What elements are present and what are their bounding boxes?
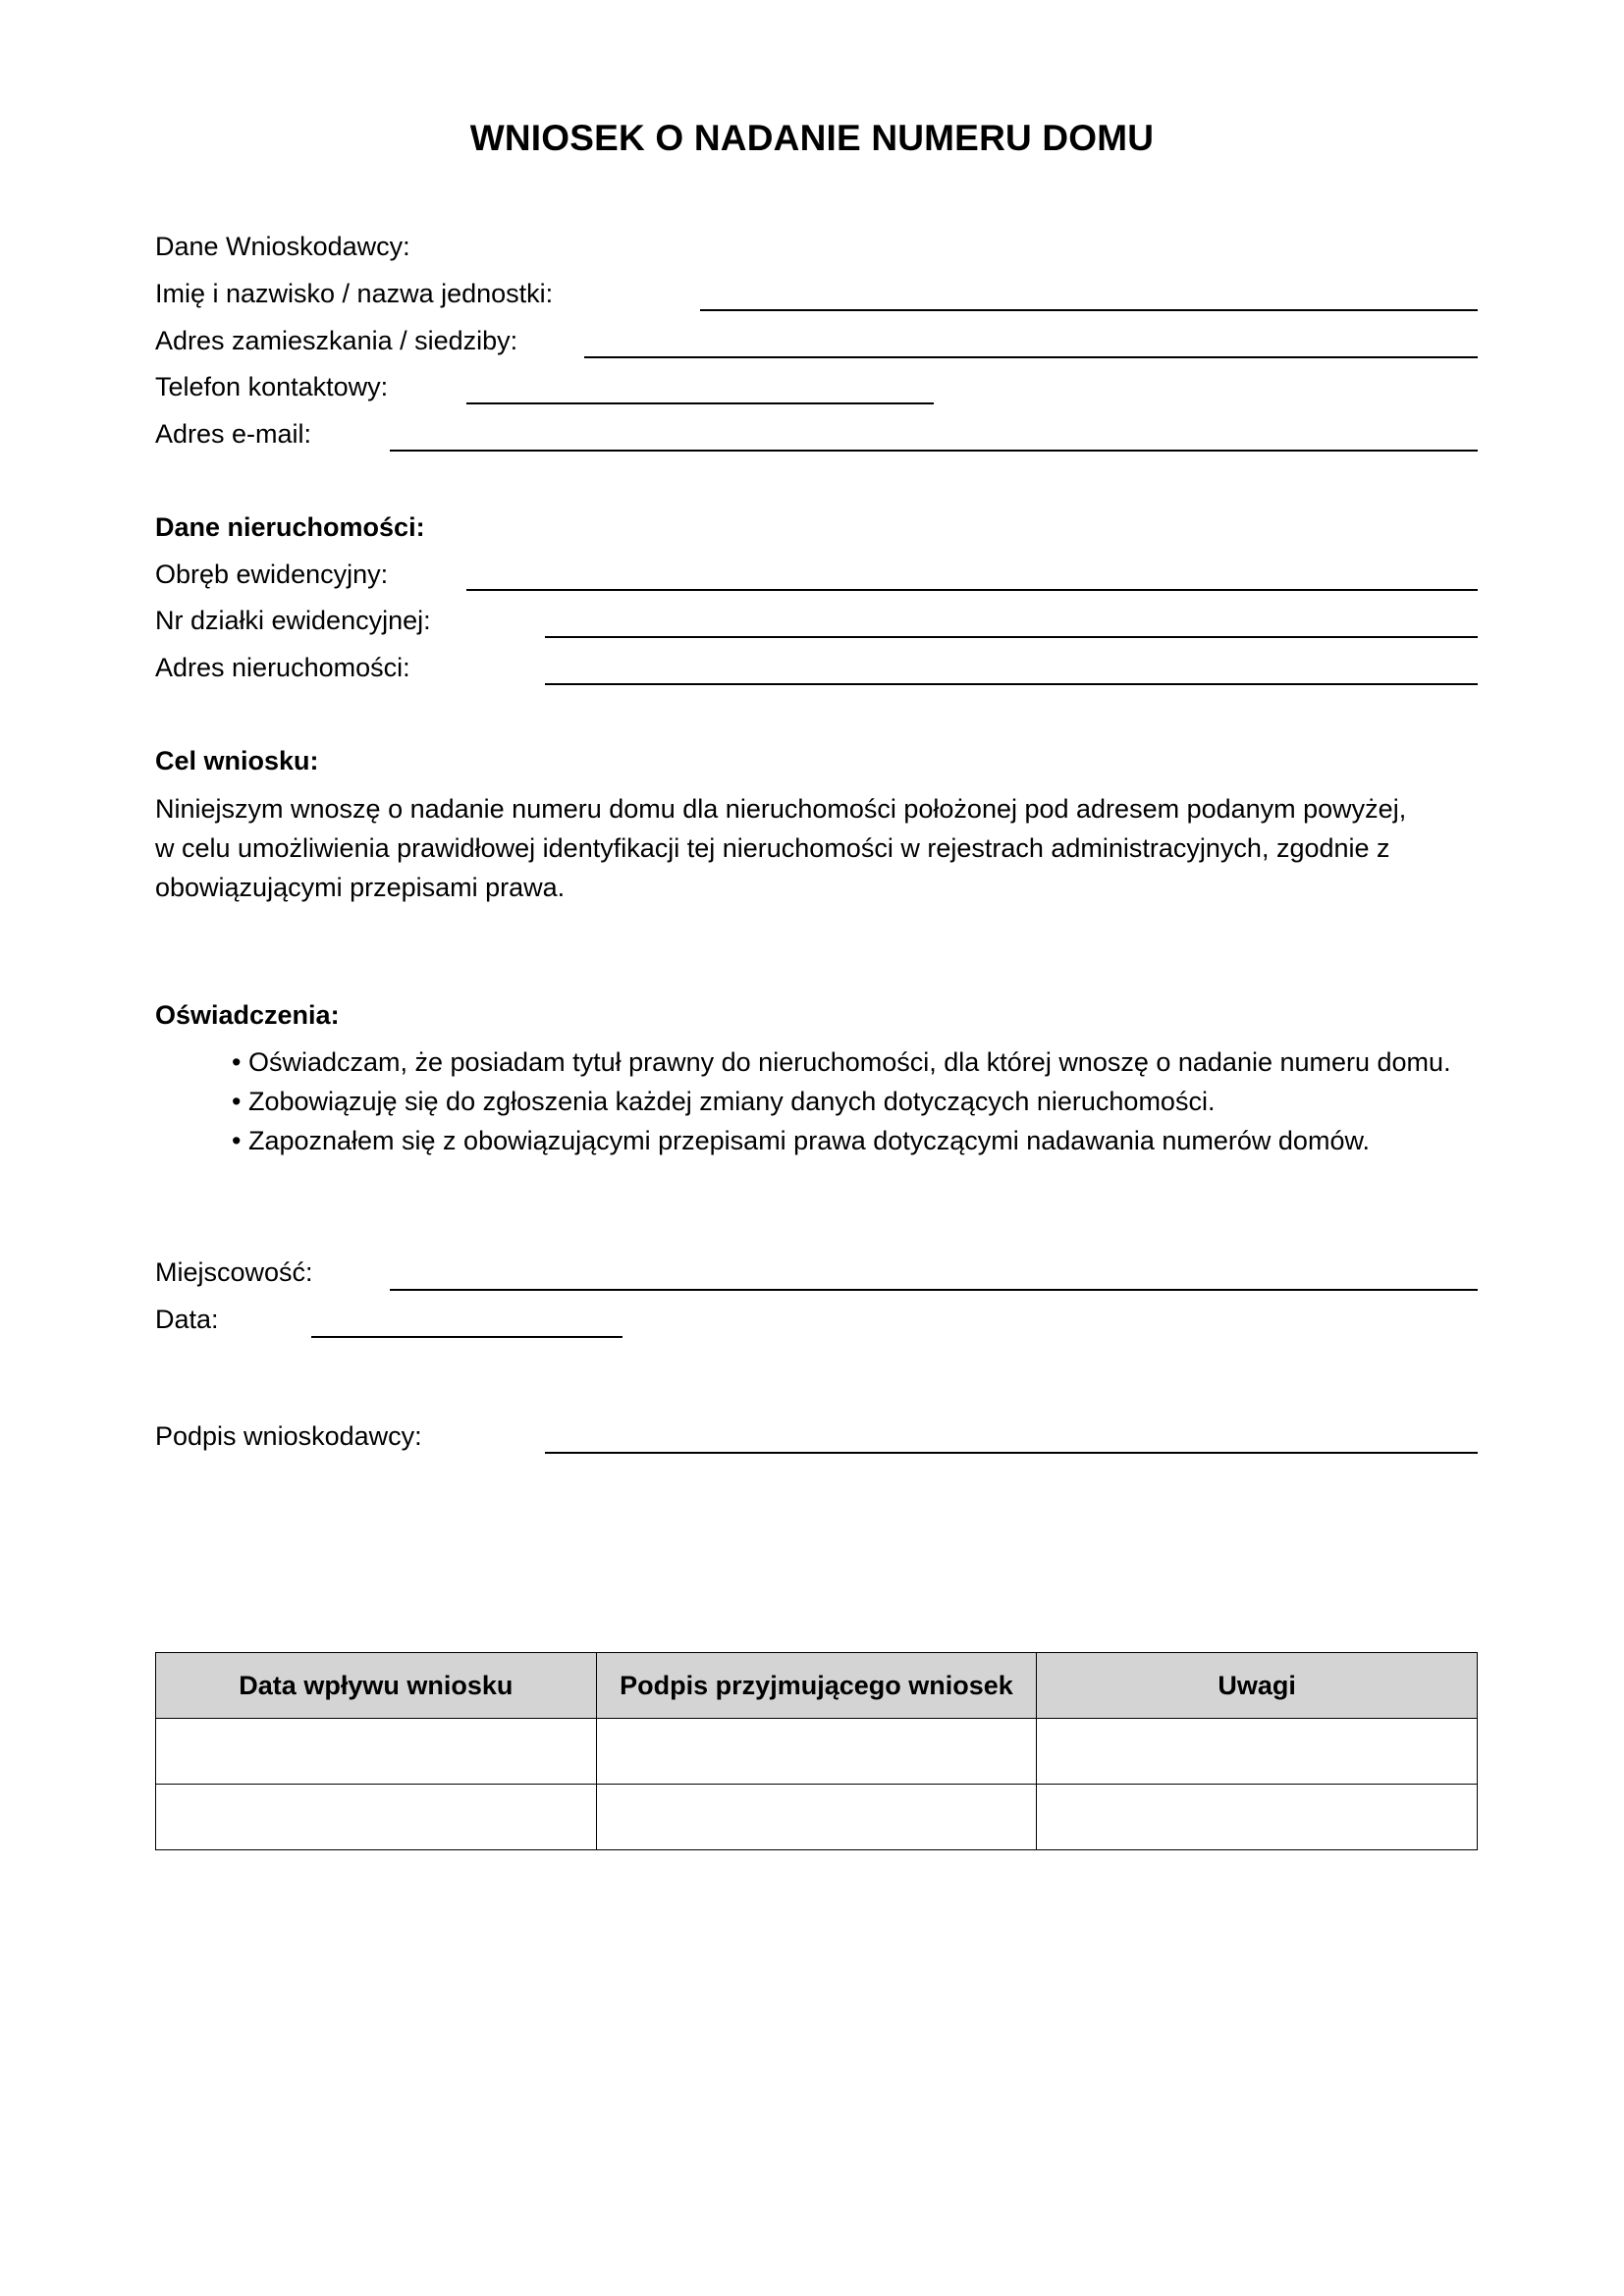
property-plot-label: Nr działki ewidencyjnej: [155,606,431,635]
purpose-paragraph [155,789,1406,907]
applicant-name-label: Imię i nazwisko / nazwa jednostki: [155,279,554,308]
date-field[interactable] [311,1336,623,1338]
declarations-heading: Oświadczenia: [155,1000,340,1030]
applicant-email-field[interactable] [390,450,1478,452]
applicant-heading: Dane Wnioskodawcy: [155,232,410,261]
property-plot-field[interactable] [545,636,1478,638]
property-address-field[interactable] [545,683,1478,685]
signature-label: Podpis wnioskodawcy: [155,1421,422,1451]
table-header-row [156,1653,1478,1719]
table-header-receiver-signature: Podpis przyjmującego wniosek [596,1653,1037,1719]
date-label: Data: [155,1305,219,1334]
purpose-heading: Cel wniosku: [155,746,319,775]
place-label: Miejscowość: [155,1257,313,1287]
purpose-line: Niniejszym wnoszę o nadanie numeru domu dla nieruchomości położonej pod adresem podanym powyżej, [155,794,1407,824]
table-cell[interactable] [596,1785,1037,1850]
applicant-name-field[interactable] [700,309,1478,311]
purpose-line: obowiązującymi przepisami prawa. [155,873,566,902]
declaration-item: • Zapoznałem się z obowiązującymi przepisami prawa dotyczącymi nadawania numerów domów. [232,1126,1370,1155]
applicant-phone-field[interactable] [466,402,934,404]
table-cell[interactable] [1037,1785,1478,1850]
table-row [156,1785,1478,1850]
table-header-remarks: Uwagi [1037,1653,1478,1719]
signature-field[interactable] [545,1452,1478,1454]
declarations-list [232,1042,1451,1160]
place-field[interactable] [390,1289,1478,1291]
property-precinct-field[interactable] [466,589,1478,591]
declaration-item: • Oświadczam, że posiadam tytuł prawny do nieruchomości, dla której wnoszę o nadanie numeru domu. [232,1047,1451,1077]
table-cell[interactable] [596,1719,1037,1785]
table-cell[interactable] [1037,1719,1478,1785]
table-cell[interactable] [156,1785,597,1850]
property-precinct-label: Obręb ewidencyjny: [155,560,389,589]
applicant-phone-label: Telefon kontaktowy: [155,372,389,401]
applicant-address-field[interactable] [584,356,1478,358]
table-row [156,1719,1478,1785]
applicant-email-label: Adres e-mail: [155,419,312,449]
applicant-address-label: Adres zamieszkania / siedziby: [155,326,518,355]
property-address-label: Adres nieruchomości: [155,653,410,682]
table-cell[interactable] [156,1719,597,1785]
office-use-table [155,1652,1478,1850]
page-title: WNIOSEK O NADANIE NUMERU DOMU [469,118,1155,158]
declaration-item: • Zobowiązuję się do zgłoszenia każdej zmiany danych dotyczących nieruchomości. [232,1087,1216,1116]
purpose-line: w celu umożliwienia prawidłowej identyfikacji tej nieruchomości w rejestrach administracyjnych, zgodnie z [155,833,1390,863]
property-heading: Dane nieruchomości: [155,512,425,542]
table-header-receipt-date: Data wpływu wniosku [156,1653,597,1719]
